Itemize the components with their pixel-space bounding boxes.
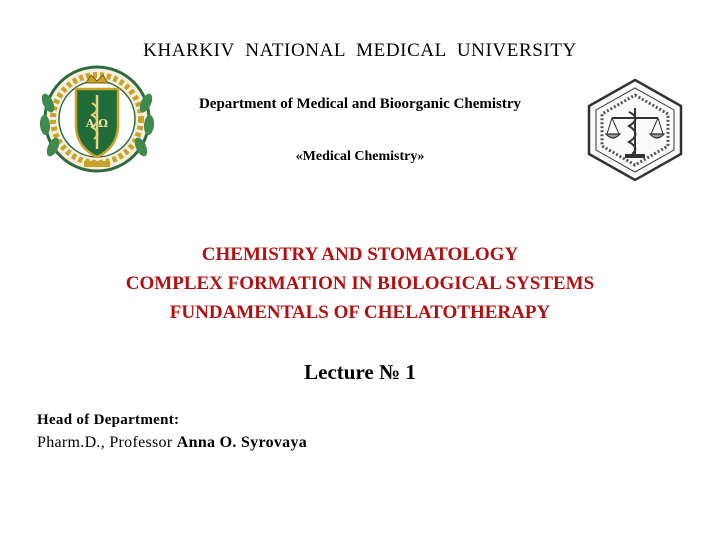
head-person-name: Anna O. Syrovaya <box>176 434 308 451</box>
university-name: KHARKIV NATIONAL MEDICAL UNIVERSITY <box>143 40 577 61</box>
title-line-1: CHEMISTRY AND STOMATOLOGY <box>201 244 519 265</box>
title-line-3: FUNDAMENTALS OF CHELATOTHERAPY <box>169 302 551 323</box>
head-of-department-label: Head of Department: <box>37 412 180 428</box>
course-name: «Medical Chemistry» <box>295 149 425 164</box>
department-seal-logo <box>580 78 690 182</box>
emblem-monogram: A Ω <box>85 117 109 130</box>
title-line-2: COMPLEX FORMATION IN BIOLOGICAL SYSTEMS <box>125 273 595 294</box>
head-credentials: Pharm.D., Professor <box>37 434 177 451</box>
lecture-number: Lecture № 1 <box>304 360 416 384</box>
head-of-department-name <box>37 434 307 452</box>
department-name: Department of Medical and Bioorganic Chemistry <box>198 96 522 112</box>
university-emblem-logo <box>36 63 158 175</box>
lecture-titles <box>0 240 720 327</box>
